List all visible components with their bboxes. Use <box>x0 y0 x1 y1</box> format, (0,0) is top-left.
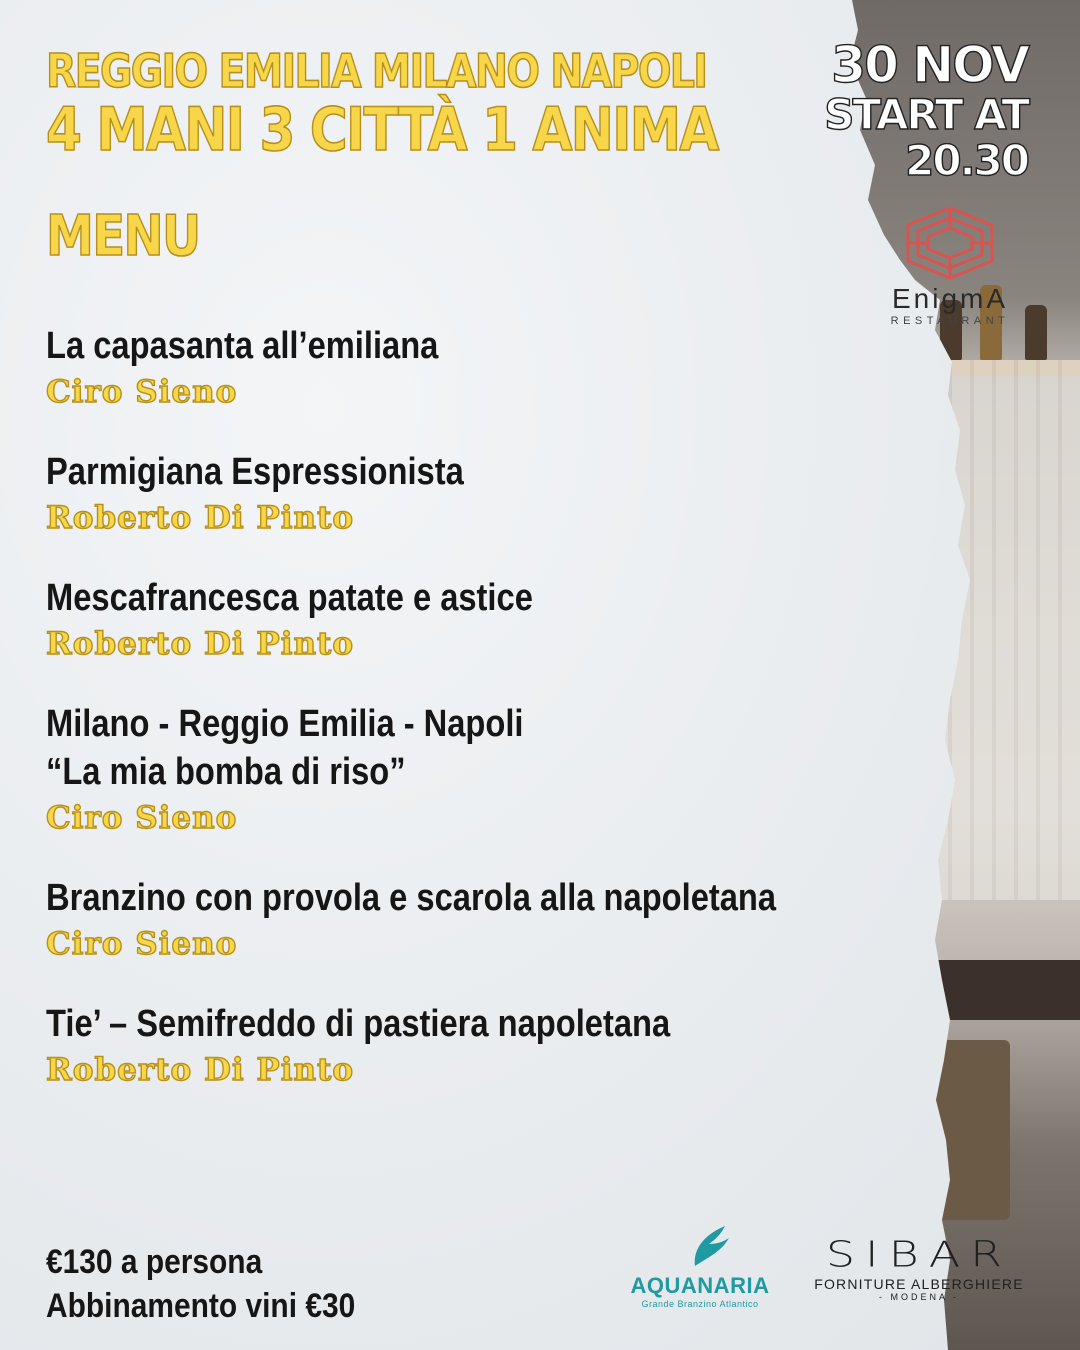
restaurant-name: EnigmA <box>891 283 1009 314</box>
dish-name: Milano - Reggio Emilia - Napoli <box>46 703 524 745</box>
event-date: 30 NOV <box>831 36 1028 94</box>
tagline-heading: 4 MANI 3 CITTÀ 1 ANIMA <box>46 95 718 165</box>
menu-item <box>46 874 866 966</box>
chef-name: Ciro Sieno <box>46 374 238 410</box>
event-info <box>824 38 1028 184</box>
dish-name: Branzino con provola e scarola alla napoletana <box>46 877 777 919</box>
menu-title: MENU <box>46 204 200 269</box>
dish-name: Mescafrancesca patate e astice <box>46 577 533 619</box>
aquanaria-name: AQUANARIA <box>630 1273 770 1298</box>
pricing-info <box>46 1240 355 1328</box>
dish-name: Parmigiana Espressionista <box>46 451 464 493</box>
aquanaria-tagline: Grande Branzino Atlantico <box>641 1299 759 1309</box>
sibar-logo <box>796 1232 1042 1302</box>
sibar-city: - MODENA - <box>878 1292 959 1302</box>
chef-name: Roberto Di Pinto <box>46 500 355 536</box>
sibar-tagline: FORNITURE ALBERGHIERE <box>814 1276 1024 1292</box>
bottle <box>1025 305 1047 360</box>
chef-name: Roberto Di Pinto <box>46 1052 355 1088</box>
chef-name: Ciro Sieno <box>46 926 238 962</box>
dish-name: Tie’ – Semifreddo di pastiera napoletana <box>46 1003 671 1045</box>
wine-pairing-price: Abbinamento vini €30 <box>46 1287 356 1325</box>
menu-item <box>46 322 866 414</box>
enigma-logo <box>880 205 1020 327</box>
menu-item <box>46 1000 866 1092</box>
menu-item <box>46 574 866 666</box>
dish-name: La capasanta all’emiliana <box>46 325 439 367</box>
start-label: START AT <box>824 90 1028 139</box>
restaurant-subtitle: RESTAURANT <box>890 315 1010 327</box>
hexagon-maze-logo-icon <box>902 205 998 281</box>
menu-list <box>46 322 866 1126</box>
price-per-person: €130 a persona <box>46 1243 263 1281</box>
start-time: 20.30 <box>905 136 1028 185</box>
dish-subtitle: “La mia bomba di riso” <box>46 751 406 793</box>
aquanaria-logo <box>620 1222 780 1309</box>
fish-tail-icon <box>665 1222 735 1268</box>
menu-item <box>46 700 866 840</box>
cities-heading: REGGIO EMILIA MILANO NAPOLI <box>46 44 707 98</box>
sibar-name: SIBAR <box>825 1232 1013 1276</box>
menu-item <box>46 448 866 540</box>
chef-name: Ciro Sieno <box>46 800 238 836</box>
chef-name: Roberto Di Pinto <box>46 626 355 662</box>
